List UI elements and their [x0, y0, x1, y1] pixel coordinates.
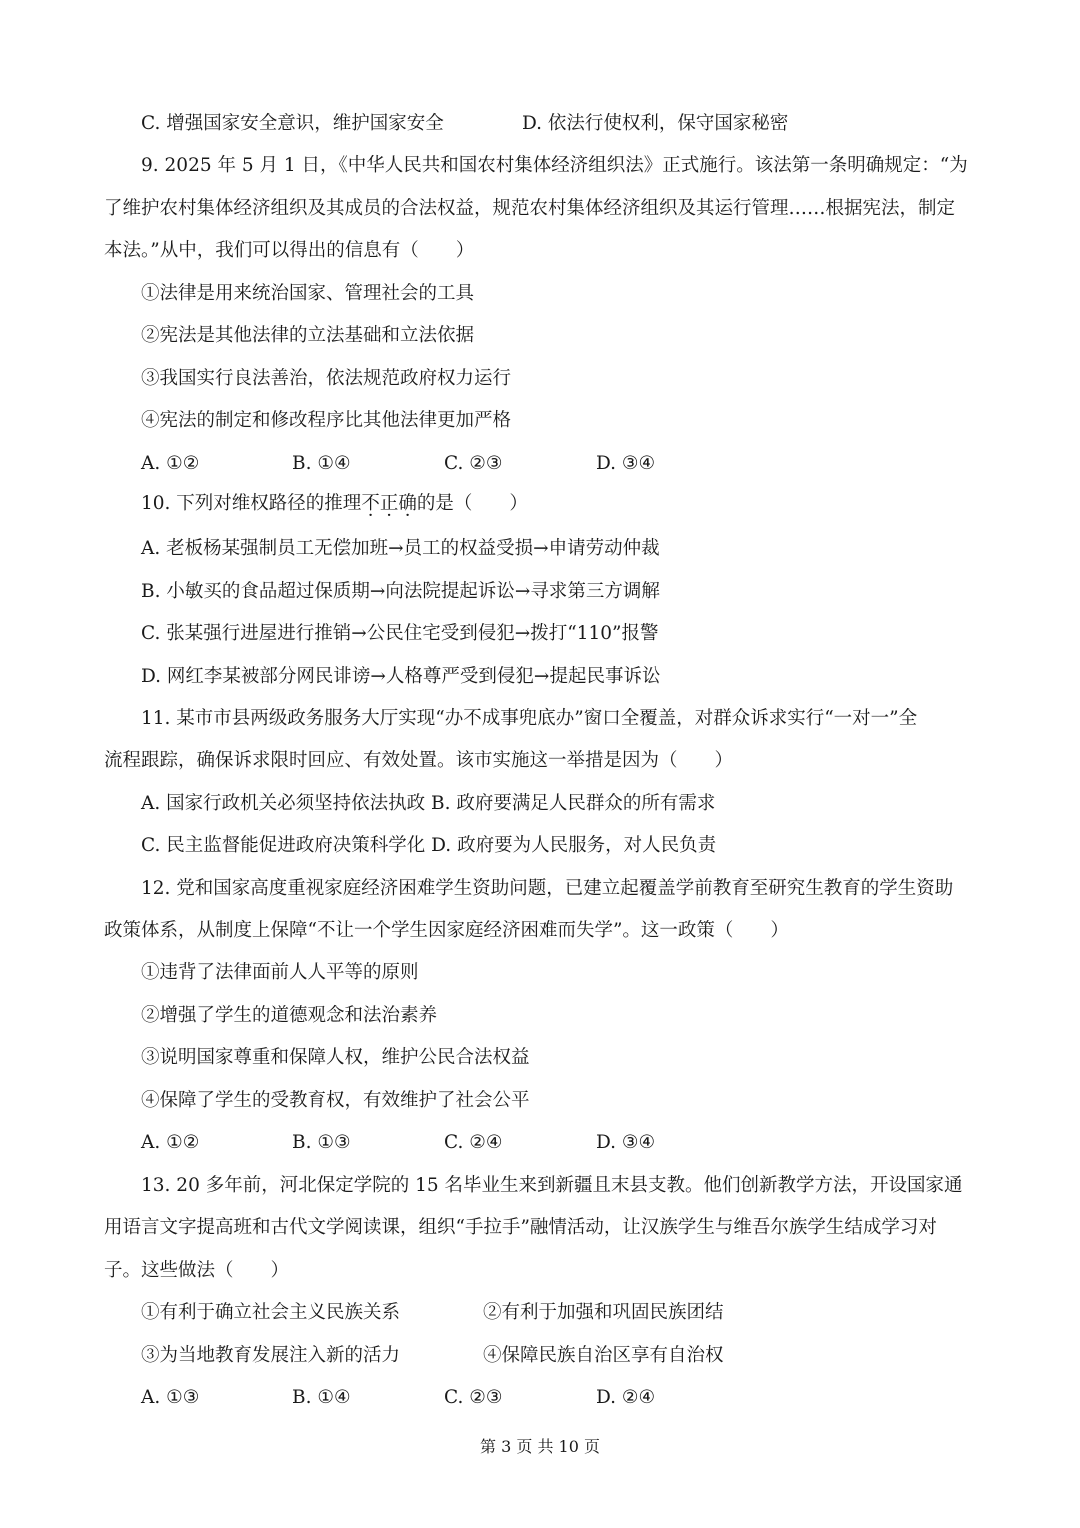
- q12-option-b: B. ①③: [292, 1132, 351, 1153]
- q10-option-d: D. 网红李某被部分网民诽谤→人格尊严受到侵犯→提起民事诉讼: [141, 666, 661, 687]
- q10-option-a: A. 老板杨某强制员工无偿加班→员工的权益受损→申请劳动仲裁: [141, 538, 660, 559]
- q13-item-1: ①有利于确立社会主义民族关系: [141, 1302, 401, 1323]
- q13-option-b: B. ①④: [292, 1387, 351, 1408]
- q9-item-4: ④宪法的制定和修改程序比其他法律更加严格: [141, 410, 512, 431]
- q12-option-c: C. ②④: [444, 1132, 503, 1153]
- q12-stem-line-2: 政策体系，从制度上保障“不让一个学生因家庭经济困难而失学”。这一政策（ ）: [104, 920, 789, 941]
- q12-item-3: ③说明国家尊重和保障人权，维护公民合法权益: [141, 1047, 530, 1068]
- q11-options-ab: A. 国家行政机关必须坚持依法执政 B. 政府要满足人民群众的所有需求: [141, 793, 716, 814]
- q12-option-d: D. ③④: [596, 1132, 656, 1153]
- q13-item-3: ③为当地教育发展注入新的活力: [141, 1345, 401, 1366]
- q10-emphasis-char-3: 确: [398, 493, 417, 514]
- q13-option-c: C. ②③: [444, 1387, 503, 1408]
- q13-stem-line-3: 子。这些做法（ ）: [104, 1260, 290, 1281]
- q9-stem-line-2: 了维护农村集体经济组织及其成员的合法权益，规范农村集体经济组织及其运行管理……根据宪法，制定: [104, 198, 956, 219]
- q13-item-2: ②有利于加强和巩固民族团结: [483, 1302, 724, 1323]
- q9-stem-line-3: 本法。”从中，我们可以得出的信息有（ ）: [104, 240, 475, 261]
- q10-emphasis-char-2: 正: [379, 493, 399, 514]
- q9-option-d: D. ③④: [596, 453, 656, 474]
- q8-option-c: C. 增强国家安全意识，维护国家安全: [141, 113, 444, 134]
- q9-item-1: ①法律是用来统治国家、管理社会的工具: [141, 283, 475, 304]
- q12-option-a: A. ①②: [141, 1132, 200, 1153]
- page-number-footer: 第 3 页 共 10 页: [480, 1437, 600, 1456]
- q9-stem-line-1: 9. 2025 年 5 月 1 日，《中华人民共和国农村集体经济组织法》正式施行。该法第一条明确规定：“为: [141, 155, 968, 176]
- q9-option-c: C. ②③: [444, 453, 503, 474]
- q12-item-2: ②增强了学生的道德观念和法治素养: [141, 1005, 438, 1026]
- q9-item-2: ②宪法是其他法律的立法基础和立法依据: [141, 325, 475, 346]
- q10-stem-pre: 10. 下列对维权路径的推理: [141, 493, 362, 514]
- q13-option-d: D. ②④: [596, 1387, 656, 1408]
- q10-option-c: C. 张某强行进屋进行推销→公民住宅受到侵犯→拨打“110”报警: [141, 623, 659, 644]
- q10-stem-post: 的是（ ）: [416, 493, 528, 514]
- q11-options-cd: C. 民主监督能促进政府决策科学化 D. 政府要为人民服务，对人民负责: [141, 835, 717, 856]
- q8-option-d: D. 依法行使权利，保守国家秘密: [522, 113, 789, 134]
- q11-stem-line-2: 流程跟踪，确保诉求限时回应、有效处置。该市实施这一举措是因为（ ）: [104, 750, 734, 771]
- q13-option-a: A. ①③: [141, 1387, 200, 1408]
- q9-option-b: B. ①④: [292, 453, 351, 474]
- q12-item-1: ①违背了法律面前人人平等的原则: [141, 962, 419, 983]
- q9-item-3: ③我国实行良法善治，依法规范政府权力运行: [141, 368, 512, 389]
- q12-stem-line-1: 12. 党和国家高度重视家庭经济困难学生资助问题，已建立起覆盖学前教育至研究生教育的学生资助: [141, 878, 954, 899]
- q12-item-4: ④保障了学生的受教育权，有效维护了社会公平: [141, 1090, 530, 1111]
- q10-emphasis-char-1: 不: [361, 493, 380, 514]
- q13-item-4: ④保障民族自治区享有自治权: [483, 1345, 724, 1366]
- q13-stem-line-2: 用语言文字提高班和古代文学阅读课，组织“手拉手”融情活动，让汉族学生与维吾尔族学生结成学习对: [104, 1217, 937, 1238]
- q13-stem-line-1: 13. 20 多年前，河北保定学院的 15 名毕业生来到新疆且末县支教。他们创新教学方法，开设国家通: [141, 1175, 963, 1196]
- q10-option-b: B. 小敏买的食品超过保质期→向法院提起诉讼→寻求第三方调解: [141, 581, 660, 602]
- q10-stem: [141, 492, 528, 516]
- q9-option-a: A. ①②: [141, 453, 200, 474]
- q11-stem-line-1: 11. 某市市县两级政务服务大厅实现“办不成事兜底办”窗口全覆盖，对群众诉求实行“一对一”全: [141, 708, 918, 729]
